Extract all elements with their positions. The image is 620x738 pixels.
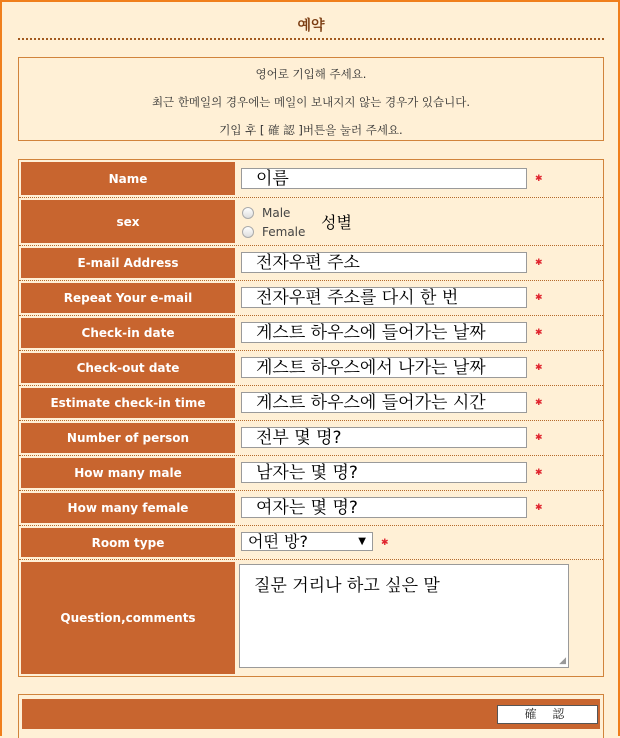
page-title: 예약 bbox=[18, 4, 604, 40]
row-checkout bbox=[19, 351, 603, 386]
required-icon: ✱ bbox=[535, 398, 543, 408]
radio-male-circle[interactable] bbox=[242, 207, 254, 219]
row-male bbox=[19, 456, 603, 491]
checkin-label: Check-in date bbox=[21, 318, 235, 348]
room-type-value: 어떤 방? bbox=[248, 532, 308, 551]
comments-label: Question,comments bbox=[21, 562, 235, 674]
radio-male[interactable] bbox=[242, 206, 290, 220]
radio-female[interactable] bbox=[242, 225, 305, 239]
email-label: E-mail Address bbox=[21, 248, 235, 278]
chevron-down-icon[interactable]: ▼ bbox=[358, 536, 366, 547]
required-icon: ✱ bbox=[535, 433, 543, 443]
checkin-time-label: Estimate check-in time bbox=[21, 388, 235, 418]
male-input[interactable]: 남자는 몇 명? bbox=[241, 462, 527, 483]
notice-line-hanmail: 최근 한메일의 경우에는 메일이 보내지지 않는 경우가 있습니다. bbox=[151, 95, 471, 109]
radio-male-label: Male bbox=[262, 206, 291, 220]
notice-line-english: 영어로 기입해 주세요. bbox=[255, 67, 367, 81]
comments-value: 질문 거리나 하고 싶은 말 bbox=[254, 576, 440, 596]
row-checkin-time bbox=[19, 386, 603, 421]
room-type-label: Room type bbox=[21, 528, 235, 557]
persons-input[interactable]: 전부 몇 명? bbox=[241, 427, 527, 448]
persons-label: Number of person bbox=[21, 423, 235, 453]
row-email-repeat bbox=[19, 281, 603, 316]
checkout-label: Check-out date bbox=[21, 353, 235, 383]
row-room-type bbox=[19, 526, 603, 560]
radio-female-circle[interactable] bbox=[242, 226, 254, 238]
female-label: How many female bbox=[21, 493, 235, 523]
notice-box bbox=[18, 57, 604, 141]
sex-label: sex bbox=[21, 200, 235, 243]
checkout-input[interactable]: 게스트 하우스에서 나가는 날짜 bbox=[241, 357, 527, 378]
row-email bbox=[19, 246, 603, 281]
email-input[interactable]: 전자우편 주소 bbox=[241, 252, 527, 273]
confirm-button[interactable]: 確 認 bbox=[497, 705, 598, 724]
row-comments bbox=[19, 560, 603, 676]
required-icon: ✱ bbox=[535, 293, 543, 303]
name-label: Name bbox=[21, 162, 235, 195]
female-input[interactable]: 여자는 몇 명? bbox=[241, 497, 527, 518]
email-repeat-label: Repeat Your e-mail bbox=[21, 283, 235, 313]
radio-female-label: Female bbox=[262, 225, 306, 239]
required-icon: ✱ bbox=[535, 258, 543, 268]
required-icon: ✱ bbox=[535, 328, 543, 338]
submit-bar bbox=[22, 699, 600, 729]
sex-note: 성별 bbox=[321, 213, 352, 232]
room-type-select[interactable] bbox=[241, 532, 373, 551]
row-persons bbox=[19, 421, 603, 456]
row-sex bbox=[19, 198, 603, 246]
notice-line-confirm: 기입 후 [ 確 認 ]버튼을 눌러 주세요. bbox=[219, 123, 403, 137]
submit-box bbox=[18, 694, 604, 738]
required-icon: ✱ bbox=[535, 363, 543, 373]
row-checkin bbox=[19, 316, 603, 351]
required-icon: ✱ bbox=[381, 538, 389, 548]
required-icon: ✱ bbox=[535, 503, 543, 513]
reservation-form bbox=[18, 159, 604, 677]
email-repeat-input[interactable]: 전자우편 주소를 다시 한 번 bbox=[241, 287, 527, 308]
checkin-time-input[interactable]: 게스트 하우스에 들어가는 시간 bbox=[241, 392, 527, 413]
required-icon: ✱ bbox=[535, 468, 543, 478]
row-female bbox=[19, 491, 603, 526]
required-icon: ✱ bbox=[535, 174, 543, 184]
male-label: How many male bbox=[21, 458, 235, 488]
comments-textarea[interactable] bbox=[239, 564, 569, 668]
checkin-input[interactable]: 게스트 하우스에 들어가는 날짜 bbox=[241, 322, 527, 343]
name-input[interactable]: 이름 bbox=[241, 168, 527, 189]
row-name bbox=[19, 160, 603, 198]
resize-grip-icon[interactable]: ◢ bbox=[559, 656, 566, 666]
